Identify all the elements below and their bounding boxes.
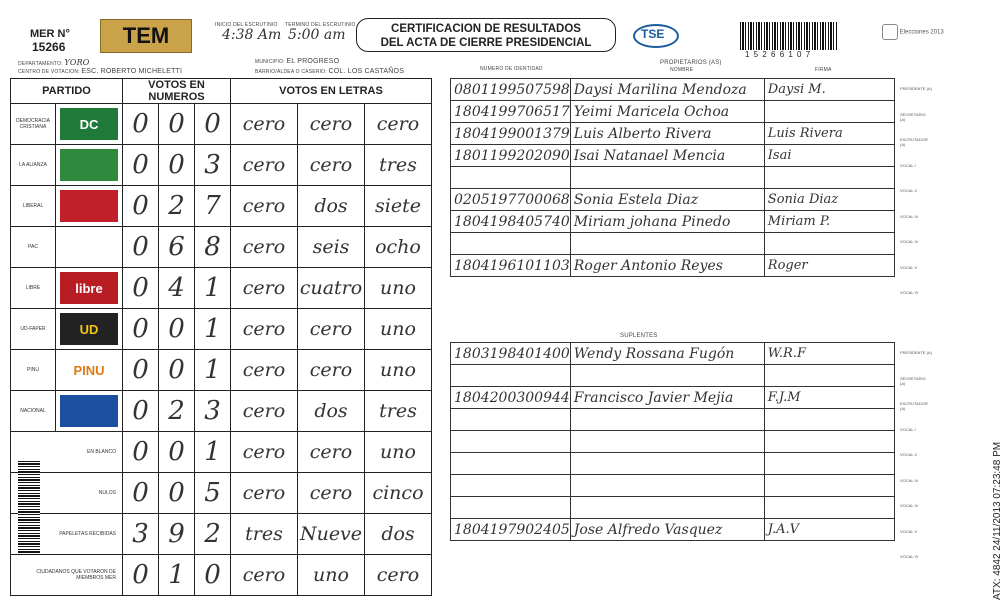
member-id: [451, 497, 571, 519]
tse-logo: TSE: [633, 22, 683, 50]
vote-word: cinco: [365, 473, 432, 514]
header-barcode: [740, 22, 838, 50]
member-name: Roger Antonio Reyes: [570, 255, 764, 277]
vote-digit: 2: [195, 514, 231, 555]
member-signature: [764, 409, 894, 431]
vote-digit: 7: [195, 186, 231, 227]
member-role: VOCAL IV: [900, 239, 919, 244]
member-row: [451, 387, 895, 409]
party-logo-icon: [60, 190, 118, 222]
party-name: NACIONAL: [11, 391, 56, 432]
member-name: [570, 233, 764, 255]
vote-digit: 4: [159, 268, 195, 309]
member-id: 1804197902405: [451, 519, 571, 541]
mer-label: MER N°: [30, 28, 70, 40]
mer-number: 15266: [32, 40, 66, 54]
member-role: ESCRUTADOR (A): [900, 137, 928, 147]
member-name: [570, 365, 764, 387]
inicio-label: INICIO DEL ESCRUTINIO: [215, 22, 278, 28]
vote-digit: 3: [123, 514, 159, 555]
vote-digit: 0: [195, 104, 231, 145]
party-row: [11, 145, 432, 186]
propietarios-table: [450, 78, 895, 277]
vote-word: cero: [231, 227, 298, 268]
member-id: 1804198405740: [451, 211, 571, 233]
member-row: [451, 145, 895, 167]
party-logo-cell: [56, 391, 123, 432]
col-letras: VOTOS EN LETRAS: [231, 79, 432, 104]
member-name: [570, 409, 764, 431]
barrio-field: BARRIO/ALDEA O CASERIO: COL. LOS CASTAÑOS: [255, 68, 405, 75]
member-role: VOCAL I: [900, 426, 916, 432]
summary-label: PAPELETAS RECIBIDAS: [11, 514, 123, 555]
vote-word: cuatro: [298, 268, 365, 309]
vote-digit: 0: [123, 432, 159, 473]
vote-word: Nueve: [298, 514, 365, 555]
member-id: [451, 453, 571, 475]
vote-digit: 8: [195, 227, 231, 268]
suplentes-label: SUPLENTES: [620, 333, 658, 339]
inicio-time: 4:38 Am: [222, 27, 282, 43]
member-signature: [764, 475, 894, 497]
vote-word: cero: [365, 104, 432, 145]
vote-digit: 0: [123, 227, 159, 268]
member-name: Francisco Javier Mejia: [570, 387, 764, 409]
party-name: DEMOCRACIA CRISTIANA: [11, 104, 56, 145]
vote-digit: 2: [159, 391, 195, 432]
member-id: [451, 431, 571, 453]
member-signature: [764, 167, 894, 189]
vote-digit: 0: [195, 555, 231, 596]
party-row: [11, 186, 432, 227]
party-logo-icon: libre: [60, 272, 118, 304]
vote-digit: 0: [159, 145, 195, 186]
member-signature: Sonia Diaz: [764, 189, 894, 211]
party-logo-icon: PINU: [60, 354, 118, 386]
vote-word: uno: [365, 268, 432, 309]
vote-digit: 2: [159, 186, 195, 227]
vote-digit: 0: [123, 186, 159, 227]
vote-word: uno: [298, 555, 365, 596]
party-logo-icon: DC: [60, 108, 118, 140]
member-name: [570, 497, 764, 519]
member-row: [451, 365, 895, 387]
vote-digit: 1: [195, 350, 231, 391]
vote-word: tres: [365, 145, 432, 186]
vote-word: cero: [298, 350, 365, 391]
party-logo-cell: [56, 350, 123, 391]
vote-digit: 0: [159, 473, 195, 514]
vote-word: siete: [365, 186, 432, 227]
member-role: SECRETARIO (A): [900, 111, 926, 122]
summary-row: [11, 473, 432, 514]
vote-word: dos: [365, 514, 432, 555]
member-signature: J.A.V: [764, 519, 894, 541]
member-signature: [764, 101, 894, 123]
party-logo-cell: [56, 104, 123, 145]
vote-digit: 1: [195, 432, 231, 473]
member-role: VOCAL V: [900, 528, 918, 534]
member-signature: Roger: [764, 255, 894, 277]
party-row: [11, 268, 432, 309]
member-id: [451, 475, 571, 497]
party-row: [11, 104, 432, 145]
vote-word: cero: [365, 555, 432, 596]
member-row: [451, 211, 895, 233]
member-id: 1804199001379: [451, 123, 571, 145]
member-signature: [764, 365, 894, 387]
vote-digit: 0: [123, 473, 159, 514]
col-nombre: NOMBRE: [670, 67, 694, 73]
member-role: VOCAL III: [900, 477, 918, 483]
summary-label: EN BLANCO: [11, 432, 123, 473]
member-row: [451, 233, 895, 255]
member-id: 0801199507598: [451, 79, 571, 101]
member-signature: Daysi M.: [764, 79, 894, 101]
vote-word: tres: [231, 514, 298, 555]
member-signature: [764, 453, 894, 475]
votes-table: [10, 78, 432, 596]
col-firma: FIRMA: [815, 67, 832, 73]
tem-badge: TEM: [100, 19, 192, 53]
vote-word: uno: [365, 309, 432, 350]
member-signature: W.R.F: [764, 343, 894, 365]
summary-row: [11, 555, 432, 596]
party-logo-cell: [56, 309, 123, 350]
centro-field: CENTRO DE VOTACION: ESC. ROBERTO MICHELETTI: [18, 68, 183, 75]
member-name: [570, 167, 764, 189]
col-id: NUMERO DE IDENTIDAD: [480, 66, 543, 72]
vote-word: ocho: [365, 227, 432, 268]
member-id: [451, 409, 571, 431]
vote-word: cero: [298, 145, 365, 186]
side-stamp: ATX: 4842 24/11/2013 07:23:48 PM: [992, 441, 1003, 600]
vote-word: seis: [298, 227, 365, 268]
member-row: [451, 167, 895, 189]
member-role: VOCAL VI: [900, 290, 919, 295]
side-barcode: [18, 460, 40, 555]
member-row: [451, 475, 895, 497]
member-signature: [764, 233, 894, 255]
vote-digit: 5: [195, 473, 231, 514]
member-id: 1801199202090: [451, 145, 571, 167]
member-name: Wendy Rossana Fugón: [570, 343, 764, 365]
party-logo-cell: [56, 186, 123, 227]
fin-label: TERMINO DEL ESCRUTINIO: [285, 22, 356, 28]
vote-digit: 0: [123, 555, 159, 596]
member-name: [570, 453, 764, 475]
vote-digit: 0: [159, 432, 195, 473]
municipio-field: MUNICIPIO: EL PROGRESO: [255, 58, 340, 65]
member-role: VOCAL III: [900, 213, 918, 219]
summary-row: [11, 514, 432, 555]
vote-word: tres: [365, 391, 432, 432]
member-role: VOCAL VI: [900, 554, 919, 559]
member-row: [451, 79, 895, 101]
col-numeros: VOTOS EN NUMEROS: [123, 79, 231, 104]
vote-digit: 0: [123, 350, 159, 391]
departamento-field: DEPARTAMENTO: YORO: [18, 58, 90, 67]
vote-word: cero: [298, 432, 365, 473]
member-name: Miriam johana Pinedo: [570, 211, 764, 233]
party-row: [11, 391, 432, 432]
member-signature: Isai: [764, 145, 894, 167]
vote-word: dos: [298, 186, 365, 227]
member-name: Daysi Marilina Mendoza: [570, 79, 764, 101]
member-role: PRESIDENTE (A): [900, 350, 933, 355]
member-id: 1804200300944: [451, 387, 571, 409]
member-role: SECRETARIO (A): [900, 375, 926, 386]
member-row: [451, 519, 895, 541]
member-id: [451, 167, 571, 189]
member-name: Sonia Estela Diaz: [570, 189, 764, 211]
vote-digit: 9: [159, 514, 195, 555]
member-row: [451, 453, 895, 475]
vote-digit: 0: [123, 309, 159, 350]
elecciones-logo: Elecciones 2013: [882, 24, 944, 40]
vote-digit: 0: [123, 145, 159, 186]
party-logo-icon: UD: [60, 313, 118, 345]
vote-word: uno: [365, 432, 432, 473]
suplentes-table: [450, 342, 895, 541]
member-role: VOCAL I: [900, 162, 916, 168]
member-signature: [764, 497, 894, 519]
member-row: [451, 189, 895, 211]
party-row: [11, 227, 432, 268]
vote-word: uno: [365, 350, 432, 391]
member-row: [451, 255, 895, 277]
vote-digit: 3: [195, 391, 231, 432]
party-row: [11, 309, 432, 350]
party-logo-cell: [56, 145, 123, 186]
member-id: 0205197700068: [451, 189, 571, 211]
vote-word: cero: [231, 391, 298, 432]
party-name: LIBERAL: [11, 186, 56, 227]
fin-time: 5:00 am: [288, 27, 346, 43]
member-name: Luis Alberto Rivera: [570, 123, 764, 145]
party-name: PINU: [11, 350, 56, 391]
vote-digit: 0: [159, 309, 195, 350]
party-logo-icon: [60, 395, 118, 427]
member-id: 1804196101103: [451, 255, 571, 277]
vote-word: cero: [231, 555, 298, 596]
member-row: [451, 497, 895, 519]
vote-word: cero: [298, 104, 365, 145]
party-logo-cell: [56, 227, 123, 268]
party-row: [11, 350, 432, 391]
member-id: 1804199706517: [451, 101, 571, 123]
vote-digit: 1: [195, 309, 231, 350]
vote-word: cero: [298, 473, 365, 514]
vote-word: cero: [231, 104, 298, 145]
vote-digit: 6: [159, 227, 195, 268]
certification-title: CERTIFICACION DE RESULTADOS DEL ACTA DE CIERRE PRESIDENCIAL: [356, 18, 616, 52]
vote-digit: 3: [195, 145, 231, 186]
party-name: PAC: [11, 227, 56, 268]
member-role: ESCRUTADOR (A): [900, 401, 928, 411]
col-partido: PARTIDO: [11, 79, 123, 104]
member-row: [451, 343, 895, 365]
vote-word: cero: [231, 350, 298, 391]
member-role: VOCAL II: [900, 452, 917, 457]
check-icon: [882, 24, 898, 40]
member-name: [570, 431, 764, 453]
vote-digit: 0: [159, 350, 195, 391]
vote-word: cero: [231, 186, 298, 227]
member-name: Jose Alfredo Vasquez: [570, 519, 764, 541]
summary-label: NULOS: [11, 473, 123, 514]
barcode-number: 1 5 2 6 6 1 0 7: [745, 50, 812, 59]
vote-word: dos: [298, 391, 365, 432]
summary-label: CIUDADANOS QUE VOTARON DE MIEMBROS MER: [11, 555, 123, 596]
summary-row: [11, 432, 432, 473]
vote-word: cero: [231, 432, 298, 473]
member-id: 1803198401400: [451, 343, 571, 365]
party-name: LA ALIANZA: [11, 145, 56, 186]
member-row: [451, 123, 895, 145]
member-role: PRESIDENTE (A): [900, 86, 933, 91]
member-signature: [764, 431, 894, 453]
member-signature: Miriam P.: [764, 211, 894, 233]
member-role: VOCAL V: [900, 264, 918, 270]
member-id: [451, 233, 571, 255]
vote-word: cero: [298, 309, 365, 350]
vote-digit: 0: [123, 268, 159, 309]
vote-digit: 1: [195, 268, 231, 309]
party-logo-icon: [60, 231, 118, 263]
vote-digit: 0: [123, 104, 159, 145]
member-name: Yeimi Maricela Ochoa: [570, 101, 764, 123]
vote-digit: 0: [159, 104, 195, 145]
vote-word: cero: [231, 309, 298, 350]
member-signature: Luis Rivera: [764, 123, 894, 145]
member-role: VOCAL IV: [900, 503, 919, 508]
vote-word: cero: [231, 473, 298, 514]
member-name: Isai Natanael Mencia: [570, 145, 764, 167]
member-id: [451, 365, 571, 387]
vote-word: cero: [231, 268, 298, 309]
member-row: [451, 431, 895, 453]
member-row: [451, 101, 895, 123]
party-logo-cell: [56, 268, 123, 309]
col-propietarios: PROPIETARIOS (AS): [660, 60, 722, 66]
party-logo-icon: [60, 149, 118, 181]
member-row: [451, 409, 895, 431]
member-role: VOCAL II: [900, 188, 917, 193]
vote-digit: 0: [123, 391, 159, 432]
vote-word: cero: [231, 145, 298, 186]
member-name: [570, 475, 764, 497]
party-name: LIBRE: [11, 268, 56, 309]
member-signature: F.J.M: [764, 387, 894, 409]
vote-digit: 1: [159, 555, 195, 596]
party-name: UD-FAPER: [11, 309, 56, 350]
